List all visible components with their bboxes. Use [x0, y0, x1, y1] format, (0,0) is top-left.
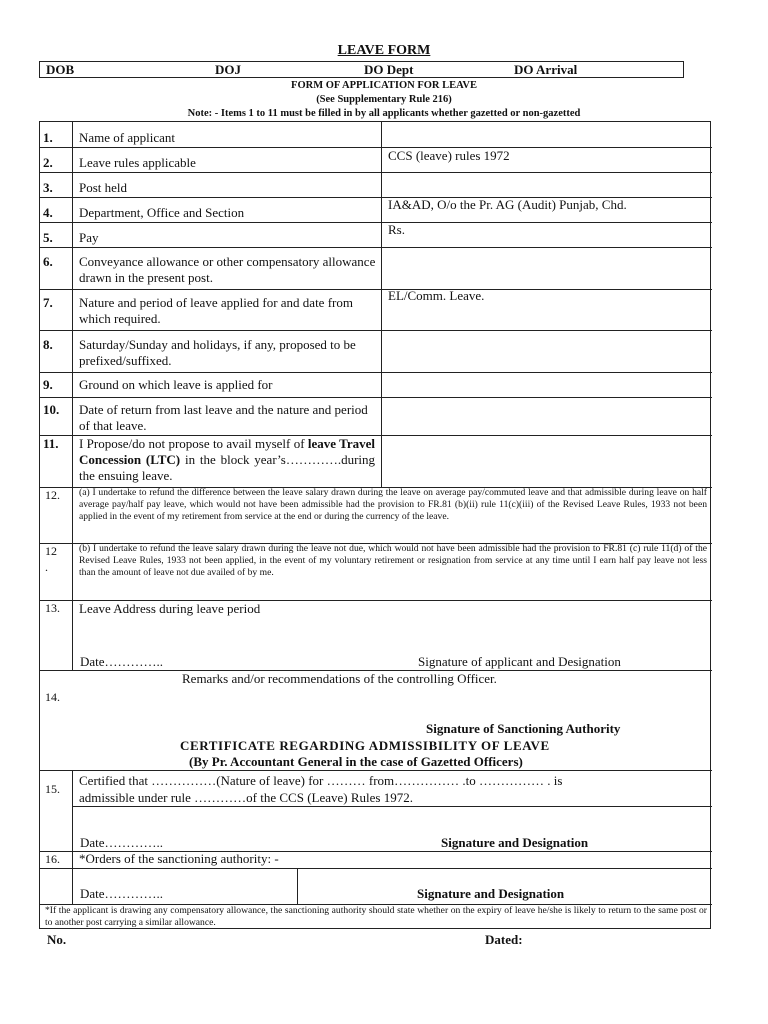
certificate-subtitle: (By Pr. Accountant General in the case of Gazetted Officers): [189, 754, 523, 769]
refund-undertaking-a: (a) I undertake to refund the difference between the leave salary drawn during the leave on average pay/commuted leave and that admissible during leave on half average pay/half pay leave, which would not have been admissible had the provision to FR.81 (b)(ii) rule 11(c)(iii) of the Revised Leave Rules, 1933 not been applied in the event of my retirement from service at the end or during the currency of the leave.: [79, 487, 707, 522]
item-number: 6.: [43, 254, 53, 269]
item-number: 12.: [45, 488, 60, 502]
item-number: 10.: [43, 402, 60, 417]
item-number: 7.: [43, 295, 53, 310]
dob-label: DOB: [46, 62, 75, 77]
item-number: 13.: [45, 601, 60, 615]
instruction-note: Note: - Items 1 to 11 must be filled in by all applicants whether gazetted or non-gazetted: [187, 108, 581, 119]
item-value[interactable]: CCS (leave) rules 1972: [388, 148, 510, 163]
item-label: Pay: [79, 230, 99, 245]
item-label: Leave rules applicable: [79, 155, 196, 170]
header-fields-box: [39, 61, 684, 78]
applicant-signature-label: Signature of applicant and Designation: [418, 654, 621, 669]
item-number: 9.: [43, 377, 53, 392]
item-number: 12: [45, 544, 57, 558]
item-number: 1.: [43, 130, 53, 145]
footnote: *If the applicant is drawing any compensatory allowance, the sanctioning authority should state whether on the expiry of leave he/she is likely to return to the same post or to another post carrying a similar allowance.: [45, 905, 707, 928]
certificate-title: CERTIFICATE REGARDING ADMISSIBILITY OF LEAVE: [180, 738, 550, 753]
item-label: Date of return from last leave and the nature and period of that leave.: [79, 402, 368, 433]
item-label: Conveyance allowance or other compensatory allowance drawn in the present post.: [79, 254, 376, 285]
ltc-text-2: in the block year’s………….during the ensuing leave.: [79, 452, 376, 483]
admissibility-rule: admissible under rule …………of the CCS (Leave) Rules 1972.: [79, 790, 413, 805]
item-label: Name of applicant: [79, 130, 176, 145]
admissibility-certification: Certified that ……………(Nature of leave) for ……… from…………… .to …………… . is: [79, 773, 563, 788]
sanction-signature-label: Signature and Designation: [417, 886, 565, 901]
ltc-declaration: [79, 436, 375, 484]
item-number-dot: .: [45, 560, 48, 574]
date-field[interactable]: Date…………..: [80, 835, 164, 850]
doj-label: DOJ: [215, 62, 241, 77]
item-number: 5.: [43, 230, 53, 245]
rule-reference: (See Supplementary Rule 216): [316, 94, 452, 105]
item-number: 15.: [45, 782, 60, 796]
do-dept-label: DO Dept: [364, 62, 414, 77]
item-number: 4.: [43, 205, 53, 220]
form-title: LEAVE FORM: [337, 43, 431, 58]
item-number: 16.: [45, 852, 60, 866]
item-number: 2.: [43, 155, 53, 170]
item-value[interactable]: Rs.: [388, 222, 405, 237]
leave-address-label: Leave Address during leave period: [79, 601, 261, 616]
ltc-text-1: I Propose/do not propose to avail myself of: [79, 436, 305, 451]
dated-label: Dated:: [485, 932, 523, 947]
certifier-signature-label: Signature and Designation: [441, 835, 589, 850]
item-value[interactable]: EL/Comm. Leave.: [388, 288, 485, 303]
item-label: Post held: [79, 180, 128, 195]
item-number: 11.: [43, 436, 59, 451]
item-value[interactable]: IA&AD, O/o the Pr. AG (Audit) Punjab, Chd.: [388, 197, 627, 212]
reference-no-label: No.: [47, 932, 67, 947]
item-label: Ground on which leave is applied for: [79, 377, 273, 392]
item-label: Saturday/Sunday and holidays, if any, proposed to be prefixed/suffixed.: [79, 337, 356, 368]
ltc-bold: leave Travel Concession (LTC): [79, 436, 376, 467]
item-label: Department, Office and Section: [79, 205, 245, 220]
item-number: 8.: [43, 337, 53, 352]
sanction-orders-label: *Orders of the sanctioning authority: -: [79, 851, 279, 866]
item-number: 14.: [45, 690, 60, 704]
form-heading: FORM OF APPLICATION FOR LEAVE: [291, 80, 477, 91]
controlling-officer-remarks: Remarks and/or recommendations of the controlling Officer.: [182, 671, 497, 686]
refund-undertaking-b: (b) I undertake to refund the leave salary drawn during the leave not due, which would not have been admissible had the provision to FR.81 (c) rule 11(d) of the Revised Leave Rules, 1933 not been applied, in the event of my voluntary retirement or resignation from service at any time until I earn half pay leave not less than the amount of leave not due availed of by me.: [79, 543, 707, 578]
date-field[interactable]: Date…………..: [80, 654, 164, 669]
item-label: Nature and period of leave applied for and date from which required.: [79, 295, 353, 326]
date-field[interactable]: Date…………..: [80, 886, 164, 901]
do-arrival-label: DO Arrival: [514, 62, 578, 77]
sanctioning-authority-signature: Signature of Sanctioning Authority: [426, 721, 621, 736]
item-number: 3.: [43, 180, 53, 195]
